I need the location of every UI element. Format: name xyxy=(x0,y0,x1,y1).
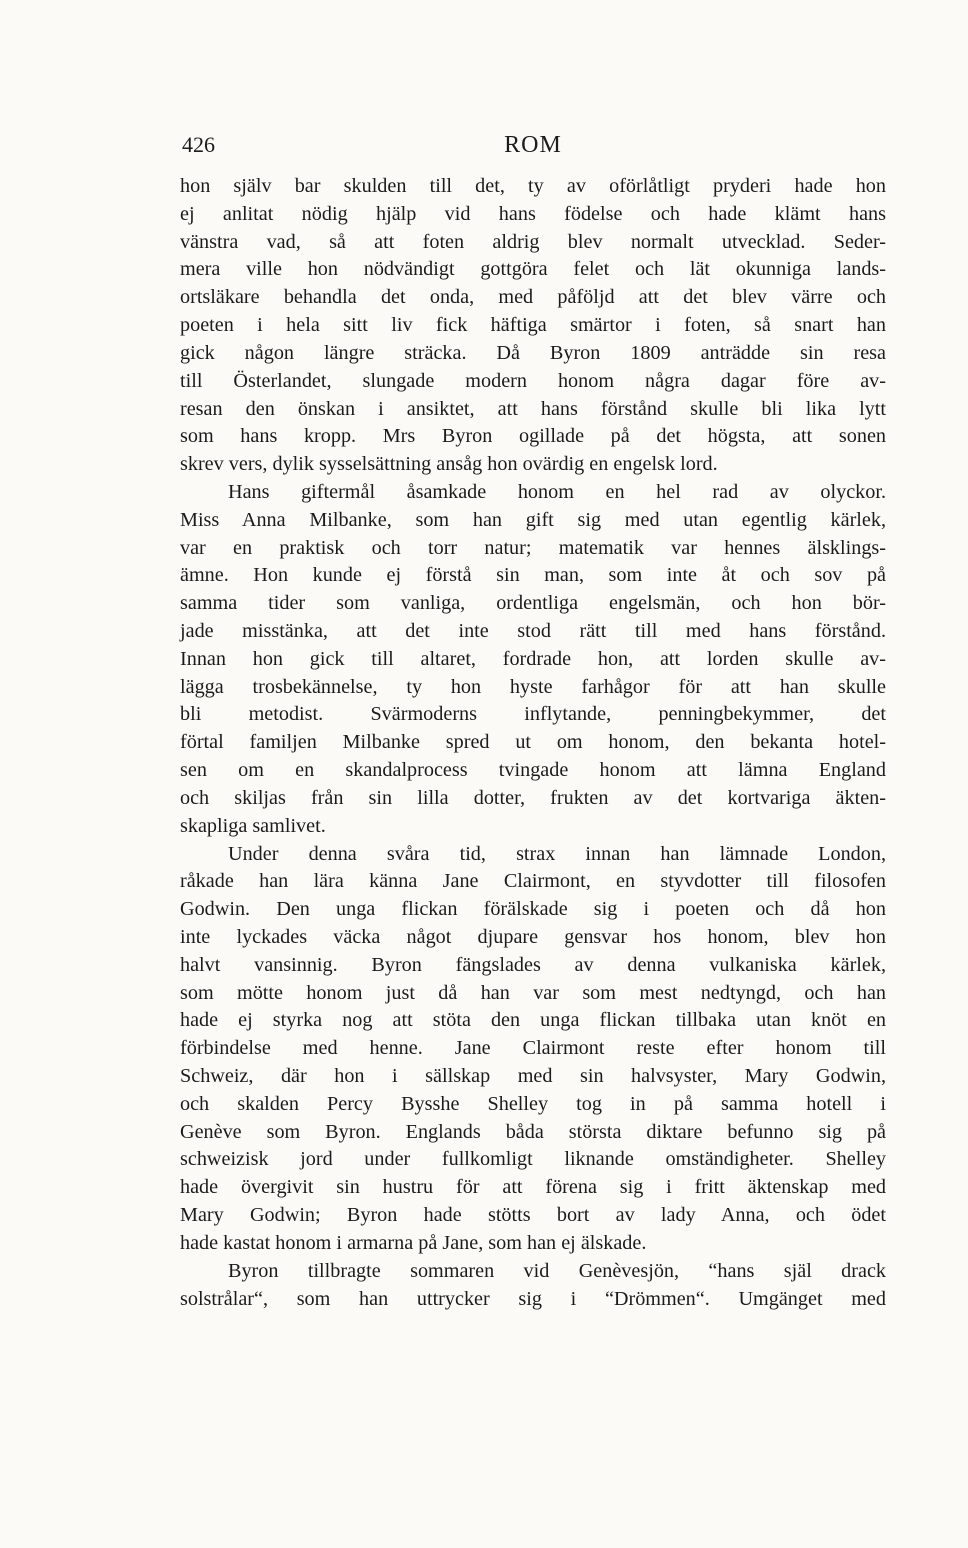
text-line: skapliga samlivet. xyxy=(180,814,326,837)
text-line: resan den önskan i ansiktet, att hans förstånd skulle bli lika lytt xyxy=(180,397,886,420)
text-line: gick någon längre sträcka. Då Byron 1809 anträdde sin resa xyxy=(180,341,886,364)
text-line: skrev vers, dylik sysselsättning ansåg hon ovärdig en engelsk lord. xyxy=(180,453,718,476)
text-line: förtal familjen Milbanke spred ut om honom, den bekanta hotel- xyxy=(180,731,886,754)
text-line: schweizisk jord under fullkomligt liknande omständigheter. Shelley xyxy=(180,1148,886,1171)
body-text xyxy=(180,173,886,1313)
text-line: Schweiz, där hon i sällskap med sin halvsyster, Mary Godwin, xyxy=(180,1065,886,1087)
text-line: mera ville hon nödvändigt gottgöra felet och lät okunniga lands- xyxy=(180,258,886,281)
text-line: ortsläkare behandla det onda, med påföljd att det blev värre och xyxy=(180,286,886,309)
text-line: Hans giftermål åsamkade honom en hel rad av olyckor. xyxy=(228,480,886,503)
text-line: och skiljas från sin lilla dotter, frukten av det kortvariga äkten- xyxy=(180,786,886,809)
text-line: samma tider som vanliga, ordentliga engelsmän, och hon bör- xyxy=(180,592,886,615)
text-line: hade ej styrka nog att stöta den unga flickan tillbaka utan knöt en xyxy=(180,1009,886,1032)
text-line: ämne. Hon kunde ej förstå sin man, som inte åt och sov på xyxy=(180,564,886,587)
text-line: Miss Anna Milbanke, som han gift sig med utan egentlig kärlek, xyxy=(180,508,886,531)
text-line: inte lyckades väcka något djupare gensvar hos honom, blev hon xyxy=(180,925,886,948)
text-line: till Österlandet, slungade modern honom några dagar före av- xyxy=(180,369,886,392)
text-line: hade kastat honom i armarna på Jane, som han ej älskade. xyxy=(180,1231,647,1254)
text-line: som hans kropp. Mrs Byron ogillade på det högsta, att sonen xyxy=(180,425,886,448)
text-line: Mary Godwin; Byron hade stötts bort av lady Anna, och ödet xyxy=(180,1204,886,1227)
text-line: hade övergivit sin hustru för att förena sig i fritt äktenskap med xyxy=(180,1176,886,1199)
text-line: poeten i hela sitt liv fick häftiga smärtor i foten, så snart han xyxy=(180,314,886,337)
text-line: ej anlitat nödig hjälp vid hans födelse och hade klämt hans xyxy=(180,202,886,225)
text-line: förbindelse med henne. Jane Clairmont reste efter honom till xyxy=(180,1037,886,1060)
text-line: bli metodist. Svärmoderns inflytande, penningbekymmer, det xyxy=(180,703,886,726)
text-line: Under denna svåra tid, strax innan han lämnade London, xyxy=(228,842,886,865)
text-line: jade misstänka, att det inte stod rätt till med hans förstånd. xyxy=(180,620,886,642)
text-line: som mötte honom just då han var som mest nedtyngd, och han xyxy=(180,981,886,1004)
text-line: Byron tillbragte sommaren vid Genèvesjön, “hans själ drack xyxy=(228,1259,886,1282)
text-line: solstrålar“, som han uttrycker sig i “Drömmen“. Umgänget med xyxy=(180,1287,886,1310)
text-line: och skalden Percy Bysshe Shelley tog in på samma hotell i xyxy=(180,1092,886,1115)
text-line: vänstra vad, så att foten aldrig blev normalt utvecklad. Seder- xyxy=(180,230,886,253)
running-head: ROM xyxy=(504,132,562,158)
text-line: Genève som Byron. Englands båda största diktare befunno sig på xyxy=(180,1120,886,1143)
text-line: råkade han lära känna Jane Clairmont, en styvdotter till filosofen xyxy=(180,870,886,893)
page-header xyxy=(182,128,884,162)
text-line: sen om en skandalprocess tvingade honom att lämna England xyxy=(180,759,886,782)
text-line: hon själv bar skulden till det, ty av oförlåtligt pryderi hade hon xyxy=(180,175,886,197)
page-number: 426 xyxy=(182,132,215,157)
text-line: Godwin. Den unga flickan förälskade sig i poeten och då hon xyxy=(180,898,886,921)
text-line: lägga trosbekännelse, ty hon hyste farhågor för att han skulle xyxy=(180,675,886,698)
text-line: var en praktisk och torr natur; matematik var hennes älsklings- xyxy=(180,536,886,559)
text-line: Innan hon gick till altaret, fordrade hon, att lorden skulle av- xyxy=(180,647,886,670)
text-line: halvt vansinnig. Byron fängslades av denna vulkaniska kärlek, xyxy=(180,953,886,976)
